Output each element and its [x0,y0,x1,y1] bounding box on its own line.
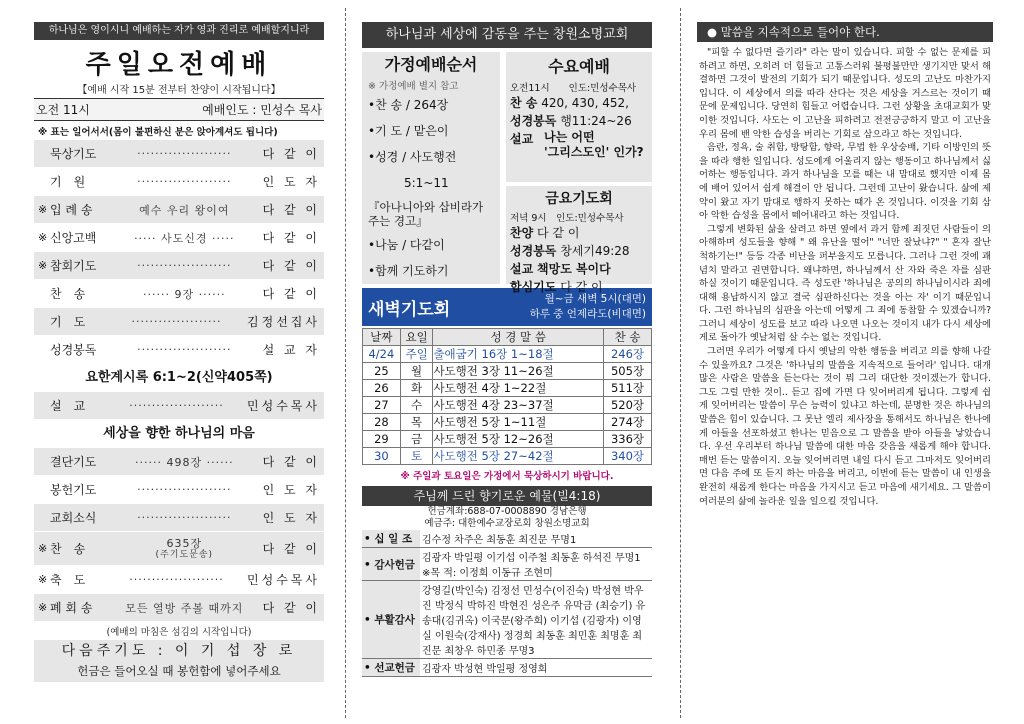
order-person: 다 같 이 [262,259,320,273]
order-name: 입 례 송 [50,203,93,217]
order-person: 다 같 이 [262,147,320,161]
order-detail: 모든 열방 주볼 때까지 [125,601,244,615]
offering-type: • 십 일 조 [362,530,420,548]
order-item [34,448,324,476]
order-name: 신앙고백 [50,231,97,245]
family-item: 『아나니아와 삽비라가 주는 경고』 [368,200,484,228]
sermon-column [697,22,993,508]
table-cell: 505장 [604,363,652,380]
schedule-column [362,22,661,677]
praise-notice: 【예배 시작 15분 전부터 찬양이 시작됩니다】 [77,85,281,96]
order-list [34,566,324,622]
column-body [697,46,993,508]
offering-names: 김광자 박성현 박일평 정영희 [420,659,652,677]
table-cell: 사도행전 5장 1~11절 [433,414,604,431]
order-name: 봉헌기도 [50,483,97,497]
order-name: 참회기도 [50,259,97,273]
order-detail: ······ 9장 ······ [143,287,226,301]
service-time: 오전 11시 [36,103,90,117]
table-cell: 토 [400,448,433,465]
wednesday-title: 수요예배 [548,57,610,76]
dawn-prayer-header: 새벽기도회 월~금 새벽 5시(대면) 하루 중 언제라도(비대면) [362,288,652,326]
bank-account: 헌금계좌:688-07-0008890 경남은행 [427,506,587,517]
table-cell: 사도행전 4장 1~22절 [433,380,604,397]
fold-divider [680,8,681,718]
account-holder: 예금주: 대한예수교장로회 창원소명교회 [424,518,590,529]
order-list [34,140,324,364]
family-item: •찬 송 / 264장 [368,98,449,112]
paragraph: "피할 수 없다면 즐기라" 라는 말이 있습니다. 피할 수 없는 문제를 피하려고 하면, 오히려 더 힘들고 고통스러워 불평불만만 생기지만 맞서 해결하면 그것이 발전의 기회가 되기 때문입니다. 성도의 고난도 마찬가지입니다. 이 세상에서 의를 따라 산다는 것은 세상을 거스르는 것이기 때문에 문제입니다. 당연히 힘들고 어렵습니다. 그런 상황을 초대교회가 맞이한 것입니다. 사도는 이 고난을 피하려고 전전긍긍하지 말고 이 고난을 우리 몸에 밴 악한 습성을 버리는 기회로 삼으라고 하는 것입니다. [699,47,991,140]
order-person: 민성수목사 [247,399,320,413]
order-name: 찬 송 [50,542,86,556]
order-detail: ······ 498장 ······ [135,455,234,469]
order-item: ※ 입 례 송 예수 우리 왕이여 다 같 이 [34,196,324,224]
order-name: 설 교 [50,399,86,413]
order-detail: ····· 사도신경 ····· [134,231,235,245]
order-item [34,336,324,364]
order-detail: 예수 우리 왕이여 [139,203,230,217]
table-cell: 월 [400,363,433,380]
table-cell: 4/24 [363,346,401,363]
family-note: ※ 가정예배 별지 참고 [368,81,459,92]
table-row [363,448,652,465]
order-item: ※ 신앙고백 ····· 사도신경 ····· 다 같 이 [34,224,324,252]
order-item [34,476,324,504]
table-header: 성 경 말 씀 [433,329,604,346]
order-name: 교회소식 [50,511,97,525]
table-cell: 30 [363,448,401,465]
table-cell: 출애굽기 16장 1~18절 [433,346,604,363]
table-header: 날짜 [363,329,401,346]
order-item [34,504,324,532]
family-item: •함께 기도하기 [368,264,449,278]
order-detail: ····················· [129,399,224,412]
table-row [363,397,652,414]
table-cell: 28 [363,414,401,431]
order-name: 폐 회 송 [50,601,93,615]
paragraph: 그러면 우리가 어떻게 다시 옛날의 악한 행동을 버리고 의를 향해 나갈 수 있을까요? 그것은 '하나님의 말씀을 지속적으로 들어라' 입니다. 대개 많은 사람은 말씀을 듣는다는 것이 뭐 그리 대단한 것이겠는가 합니다. 그도 그럴 만한 것이.. 듣고 집에 가면 다 잊어버리게 됩니다. 그렇게 쉽게 잊어버리는 말씀이 무슨 능력이 있냐고 하는데, 분명한 것은 하나님의 말씀은 힘이 있습니다. 그 못난 엘리 제사장을 통해서도 하나님은 한나에게 아들을 선포하셨고 한나는 믿음으로 그 말씀을 받아 아들을 낳았습니다. 우선 우리부터 하나님 말씀에 대한 마음 갖음을 새롭게 해야 합니다. 매번 듣는 말씀이지. 오늘 잊어버리면 내일 다시 듣고 그마저도 잊어버리면 다음 주에 또 듣지 하는 마음을 버리고, 이번에 듣는 말씀이 내 인생을 완전히 새롭게 한다는 마음을 가지시고 듣고 마음에 새기세요. 그 말씀이 여러분의 삶에 놀라운 일을 일으킬 것입니다. [699,346,991,507]
order-list [34,448,324,532]
table-row [362,548,652,581]
order-person: 다 같 이 [262,455,320,469]
table-cell: 사도행전 5장 12~26절 [433,431,604,448]
sermon-title: 세상을 향한 하나님의 마음 [103,426,255,441]
offering-type: • 선교헌금 [362,659,420,677]
table-cell: 246장 [604,346,652,363]
order-person: 인 도 자 [262,483,320,497]
paragraph: 음란, 정욕, 술 취함, 방탕함, 향락, 무법 한 우상숭배, 기타 이방인의 뜻을 따라 행한 일입니다. 성도에게 어울리지 않는 행동이고 하나님께서 싫어하는 행동입니다. 과거 하나님을 모를 때는 내 맘대로 했지만 이제 몸에 배어 있어서 쉽게 해결이 안 됩니다. 그런데 고난이 왔습니다. 삶에 제약이 왔고 자기 맘대로 행하지 못하는 때가 온 것입니다. 이것을 기회 삼아 악한 습성을 몸에서 떼어내라고 하는 것입니다. [699,142,991,222]
table-cell: 336장 [604,431,652,448]
next-prayer: 다음주기도 : 이 기 섭 장 로 [34,640,324,662]
table-row [362,659,652,677]
order-person: 설 교 자 [262,343,320,357]
table-header: 찬 송 [604,329,652,346]
order-person: 민성수목사 [247,573,320,587]
stand-note: ※ 표는 일어서서(몸이 불편하신 분은 앉아계셔도 됩니다) [38,127,278,138]
order-detail: ····················· [137,343,232,356]
paragraph: 그렇게 변화된 삶을 살려고 하면 옆에서 과거 함께 죄짓던 사람들이 의아해하며 성도들을 향해 " 왜 유난을 떨어" "너만 잘났냐?" " 혼자 잘난 척하기는!" 등등 각종 비난을 퍼부을지도 모릅니다. 그러나 그런 것에 괘념치 말라고 권면합니다. 왜냐하면, 하나님께서 산 자와 죽은 자를 심판하실 것이기 때문입니다. 즉 성도란 '하나님은 공의의 하나님이시라 죄에 대해 용납하시지 않고 결국 심판하신다는 것을 아는 자' 이기 때문입니다. 그런 하나님의 심판을 아는데 어떻게 그 죄에 동참할 수 있겠습니까? 그러니 세상이 성도를 보고 따라 나오면 나오는 것이지 내가 다시 세상에게로 돌아가 옛날처럼 살 수는 없는 것입니다. [699,223,991,344]
table-cell: 520장 [604,397,652,414]
offering-note: 헌금은 들어오실 때 봉헌함에 넣어주세요 [34,662,324,682]
page-title: 주일오전예배 [85,50,273,80]
table-cell: 29 [363,431,401,448]
order-person: 다 같 이 [262,542,320,556]
offering-names: 김광자 박일평 이기섭 이주철 최동훈 하석진 무명1 ※목 적: 이정희 이동규 조현미 [420,548,652,581]
offering-names: 김수정 차주은 최동훈 최진문 무명1 [420,530,652,548]
table-cell: 주일 [400,346,433,363]
order-item [34,168,324,196]
table-row [363,380,652,397]
table-row [363,414,652,431]
order-item: ※ 찬 송 635장 (주기도문송) 다 같 이 [34,532,324,566]
family-item: 5:1~11 [404,176,449,190]
order-person: 인 도 자 [262,511,320,525]
offering-type: • 감사헌금 [362,548,420,581]
order-detail: ····················· [137,483,232,496]
order-person: 다 같 이 [262,287,320,301]
order-item: ※ 참회기도 ····················· 다 같 이 [34,252,324,280]
order-person: 김정선집사 [247,315,320,329]
friday-prayer-box: 금요기도회 저녁 9시 인도:민성수목사 찬양 다 같 이 성경봉독 창세기49:28 설교 책망도 복이다 합심기도 다 같 이 [506,186,652,284]
dawn-schedule-table [362,328,652,465]
order-detail: ····················· [129,573,224,586]
table-cell: 목 [400,414,433,431]
service-leader: 예배인도 : 민성수 목사 [202,103,322,117]
table-cell: 사도행전 5장 27~42절 [433,448,604,465]
table-row [363,431,652,448]
table-row [362,530,652,548]
offering-names: 강영길(박인숙) 김정선 민성수(이진숙) 박성현 박우진 박정식 박하진 박현진 성은주 유막금 (최승기) 유송대(김귀옥) 이국문(왕주희) 이기섭 (김광자) 이영실 이원숙(강재사) 정경희 최동훈 최민훈 최명훈 최진문 최창우 하민종 무명3 [420,581,652,659]
offering-table [362,530,661,677]
family-item: •기 도 / 맡은이 [368,124,449,138]
dawn-title: 새벽기도회 [368,299,451,320]
order-name: 기 원 [50,175,86,189]
order-item: ※ 축 도 ····················· 민성수목사 [34,566,324,594]
fold-divider [345,8,346,718]
column-title: ● 말씀을 지속적으로 들어야 한다. [697,22,993,42]
table-cell: 511장 [604,380,652,397]
order-item [34,280,324,308]
scripture-ref: 요한계시록 6:1~2(신약405쪽) [85,370,273,385]
closing-note: (예배의 마침은 섬김의 시작입니다) [106,627,252,638]
order-person: 다 같 이 [262,601,320,615]
order-item [34,392,324,420]
order-person: 다 같 이 [262,203,320,217]
table-cell: 사도행전 4장 23~37절 [433,397,604,414]
order-item [34,140,324,168]
wednesday-service-box: 수요예배 오전11시 인도:민성수목사 찬 송 420, 430, 452, 성경봉독 행11:24~26 설교 나는 어떤 '그리스도인' 인가? [506,52,652,182]
family-item: •성경 / 사도행전 [368,150,457,164]
table-row [362,581,652,659]
table-cell: 26 [363,380,401,397]
family-worship-title: 가정예배순서 [384,55,478,74]
header-verse: 하나님은 영이시니 예배하는 자가 영과 진리로 예배할지니라 [34,22,324,40]
table-cell: 화 [400,380,433,397]
dawn-note: ※ 주일과 토요일은 가정에서 묵상하시기 바랍니다. [400,471,614,482]
table-cell: 340장 [604,448,652,465]
order-person: 다 같 이 [262,231,320,245]
worship-order-column [34,22,324,682]
table-header: 요일 [400,329,433,346]
order-name: 성경봉독 [50,343,97,357]
table-cell: 274장 [604,414,652,431]
church-motto: 하나님과 세상에 감동을 주는 창원소명교회 [362,22,652,48]
table-cell: 수 [400,397,433,414]
table-cell: 금 [400,431,433,448]
order-name: 찬 송 [50,287,86,301]
offering-title: 주님께 드린 향기로운 예물(빌4:18) [362,486,652,506]
order-detail: 635장 (주기도문송) [155,537,214,560]
offering-type: • 부활감사 [362,581,420,659]
family-worship-box [362,52,500,284]
order-item [34,308,324,336]
table-cell: 사도행전 3장 11~26절 [433,363,604,380]
order-item: ※ 폐 회 송 모든 열방 주볼 때까지 다 같 이 [34,594,324,622]
order-detail: ····················· [137,259,232,272]
order-name: 결단기도 [50,455,97,469]
order-detail: ···················· [131,315,222,328]
service-time-row [34,98,324,121]
table-row [363,346,652,363]
order-detail: ····················· [137,175,232,188]
order-detail: ····················· [137,147,232,160]
table-cell: 25 [363,363,401,380]
order-name: 축 도 [50,573,86,587]
table-row [363,363,652,380]
table-cell: 27 [363,397,401,414]
order-name: 기 도 [50,315,86,329]
family-item: •나눔 / 다같이 [368,238,445,252]
order-detail: ····················· [137,511,232,524]
order-name: 묵상기도 [50,147,97,161]
order-person: 인 도 자 [262,175,320,189]
friday-title: 금요기도회 [545,191,613,207]
